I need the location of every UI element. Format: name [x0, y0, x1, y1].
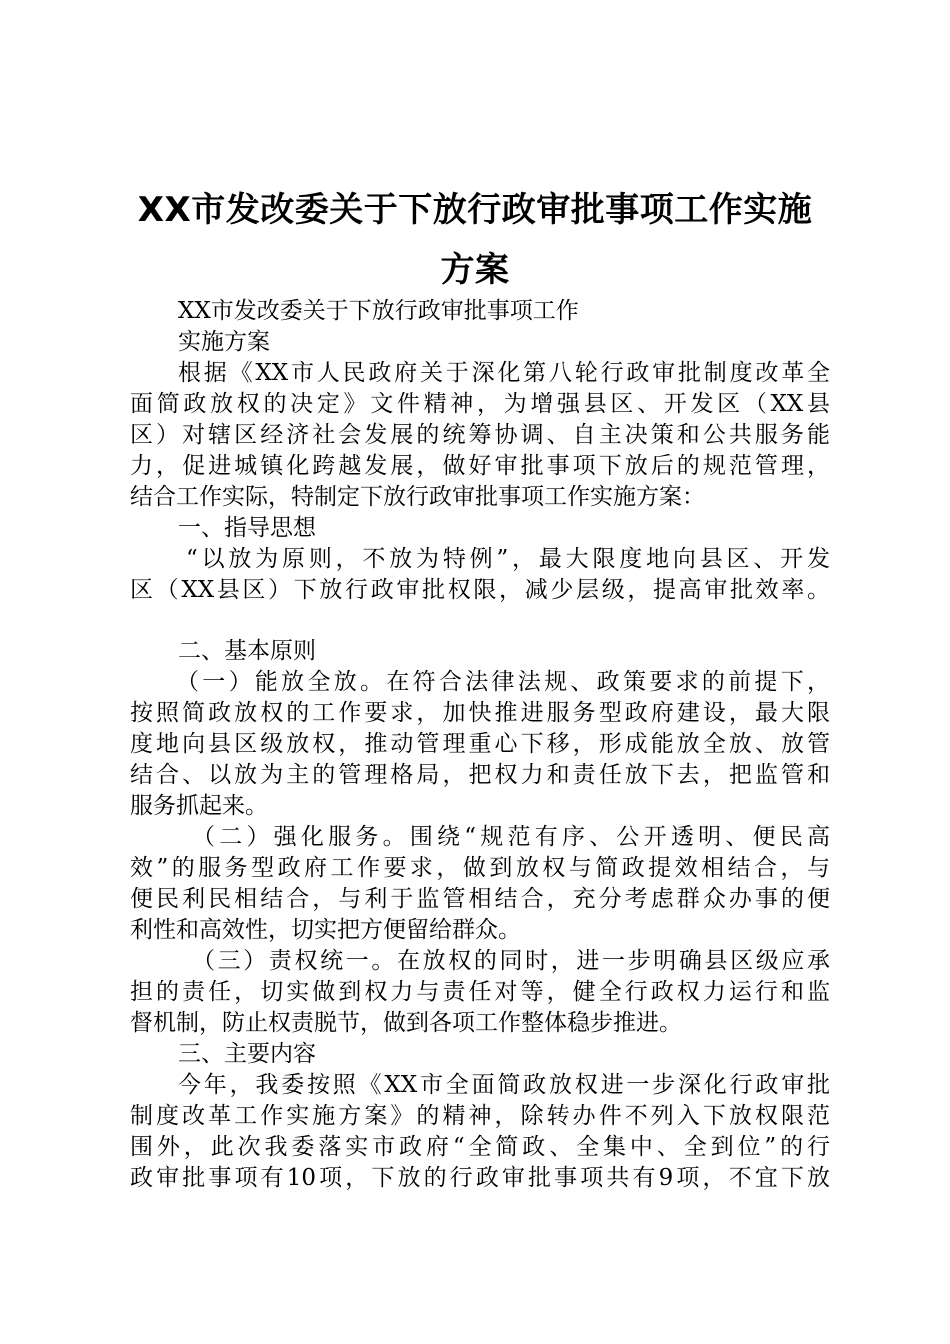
- paragraph-line: 力，促进城镇化跨越发展，做好审批事项下放后的规范管理，: [130, 453, 830, 479]
- document-title-line-2: 方案: [440, 250, 510, 290]
- paragraph-line: 制度改革工作实施方案》的精神，除转办件不列入下放权限范: [130, 1103, 830, 1129]
- paragraph-line: 围外，此次我委落实市政府“全简政、全集中、全到位”的行: [130, 1134, 830, 1160]
- section-heading-2: 二、基本原则: [178, 638, 316, 664]
- paragraph-line: 区（XX县区）下放行政审批权限，减少层级，提高审批效率。: [130, 577, 830, 603]
- section-heading-3: 三、主要内容: [178, 1041, 316, 1067]
- document-title-line-1: XX市发改委关于下放行政审批事项工作实施: [137, 190, 813, 230]
- paragraph-line: 按照简政放权的工作要求，加快推进服务型政府建设，最大限: [130, 700, 830, 726]
- document-body: [130, 296, 830, 1194]
- paragraph-line: （二）强化服务。围绕“规范有序、公开透明、便民高: [192, 824, 830, 850]
- paragraph-line: 服务抓起来。: [130, 793, 268, 819]
- subtitle-line-1: XX市发改委关于下放行政审批事项工作: [178, 298, 579, 324]
- paragraph-line: 今年，我委按照《XX市全面简政放权进一步深化行政审批: [178, 1072, 830, 1098]
- paragraph-line: 效”的服务型政府工作要求，做到放权与简政提效相结合，与: [130, 855, 830, 881]
- paragraph-line: 结合工作实际，特制定下放行政审批事项工作实施方案：: [130, 484, 705, 510]
- paragraph-line: （三）责权统一。在放权的同时，进一步明确县区级应承: [192, 948, 830, 974]
- paragraph-line: 政审批事项有10项，下放的行政审批事项共有9项，不宜下放: [130, 1165, 830, 1191]
- paragraph-line: 督机制，防止权责脱节，做到各项工作整体稳步推进。: [130, 1010, 682, 1036]
- paragraph-line: 结合、以放为主的管理格局，把权力和责任放下去，把监管和: [130, 762, 830, 788]
- paragraph-line: 根据《XX市人民政府关于深化第八轮行政审批制度改革全: [178, 360, 830, 386]
- paragraph-line: 度地向县区级放权，推动管理重心下移，形成能放全放、放管: [130, 731, 830, 757]
- paragraph-line: 担的责任，切实做到权力与责任对等，健全行政权力运行和监: [130, 979, 830, 1005]
- section-heading-1: 一、指导思想: [178, 515, 316, 541]
- paragraph-line: 区）对辖区经济社会发展的统筹协调、自主决策和公共服务能: [130, 422, 830, 448]
- paragraph-line: （一）能放全放。在符合法律法规、政策要求的前提下，: [176, 669, 830, 695]
- paragraph-line: 便民利民相结合，与利于监管相结合，充分考虑群众办事的便: [130, 886, 830, 912]
- paragraph-line: 利性和高效性，切实把方便留给群众。: [130, 917, 521, 943]
- subtitle-line-2: 实施方案: [178, 329, 270, 355]
- paragraph-line: 面简政放权的决定》文件精神，为增强县区、开发区（XX县: [130, 391, 830, 417]
- blank-line: [130, 606, 830, 636]
- paragraph-line: “以放为原则，不放为特例”，最大限度地向县区、开发: [186, 546, 830, 572]
